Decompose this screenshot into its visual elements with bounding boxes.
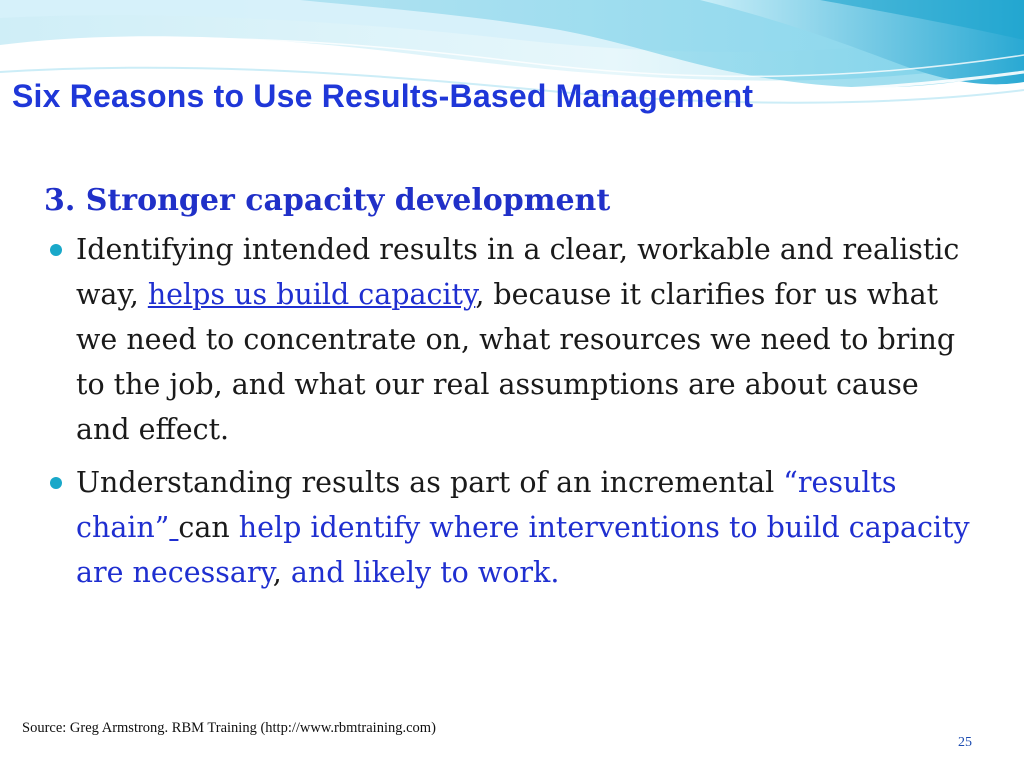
capacity-link[interactable]: helps us build capacity <box>147 278 476 311</box>
page-number: 25 <box>958 735 972 750</box>
results-chain-quote: “results chain” <box>76 466 897 544</box>
section-heading: 3. Stronger capacity development <box>44 183 611 218</box>
bullet-icon <box>50 477 62 489</box>
bullet-text-can: can <box>178 511 239 544</box>
slide-title: Six Reasons to Use Results-Based Management <box>12 78 754 114</box>
bullet-text: Understanding results as part of an incremental <box>76 466 784 499</box>
list-item <box>44 227 974 452</box>
list-item <box>44 460 974 595</box>
highlight-text: help identify where interventions to build capacity are necessary <box>76 511 970 589</box>
highlight-text-end: and likely to work. <box>290 556 560 589</box>
bullet-icon <box>50 244 62 256</box>
comma-text: , <box>272 556 291 589</box>
slide-content <box>44 178 974 603</box>
bullet-text: Identifying intended results in a clear, workable and realistic way, <box>76 233 960 311</box>
source-note: Source: Greg Armstrong. RBM Training (http://www.rbmtraining.com) <box>22 720 436 736</box>
bullet-text-continued: , because it clarifies for us what we need to concentrate on, what resources we need to bring to the job, and what our real assumptions are about cause and effect. <box>76 278 956 446</box>
bullet-list <box>44 227 974 595</box>
